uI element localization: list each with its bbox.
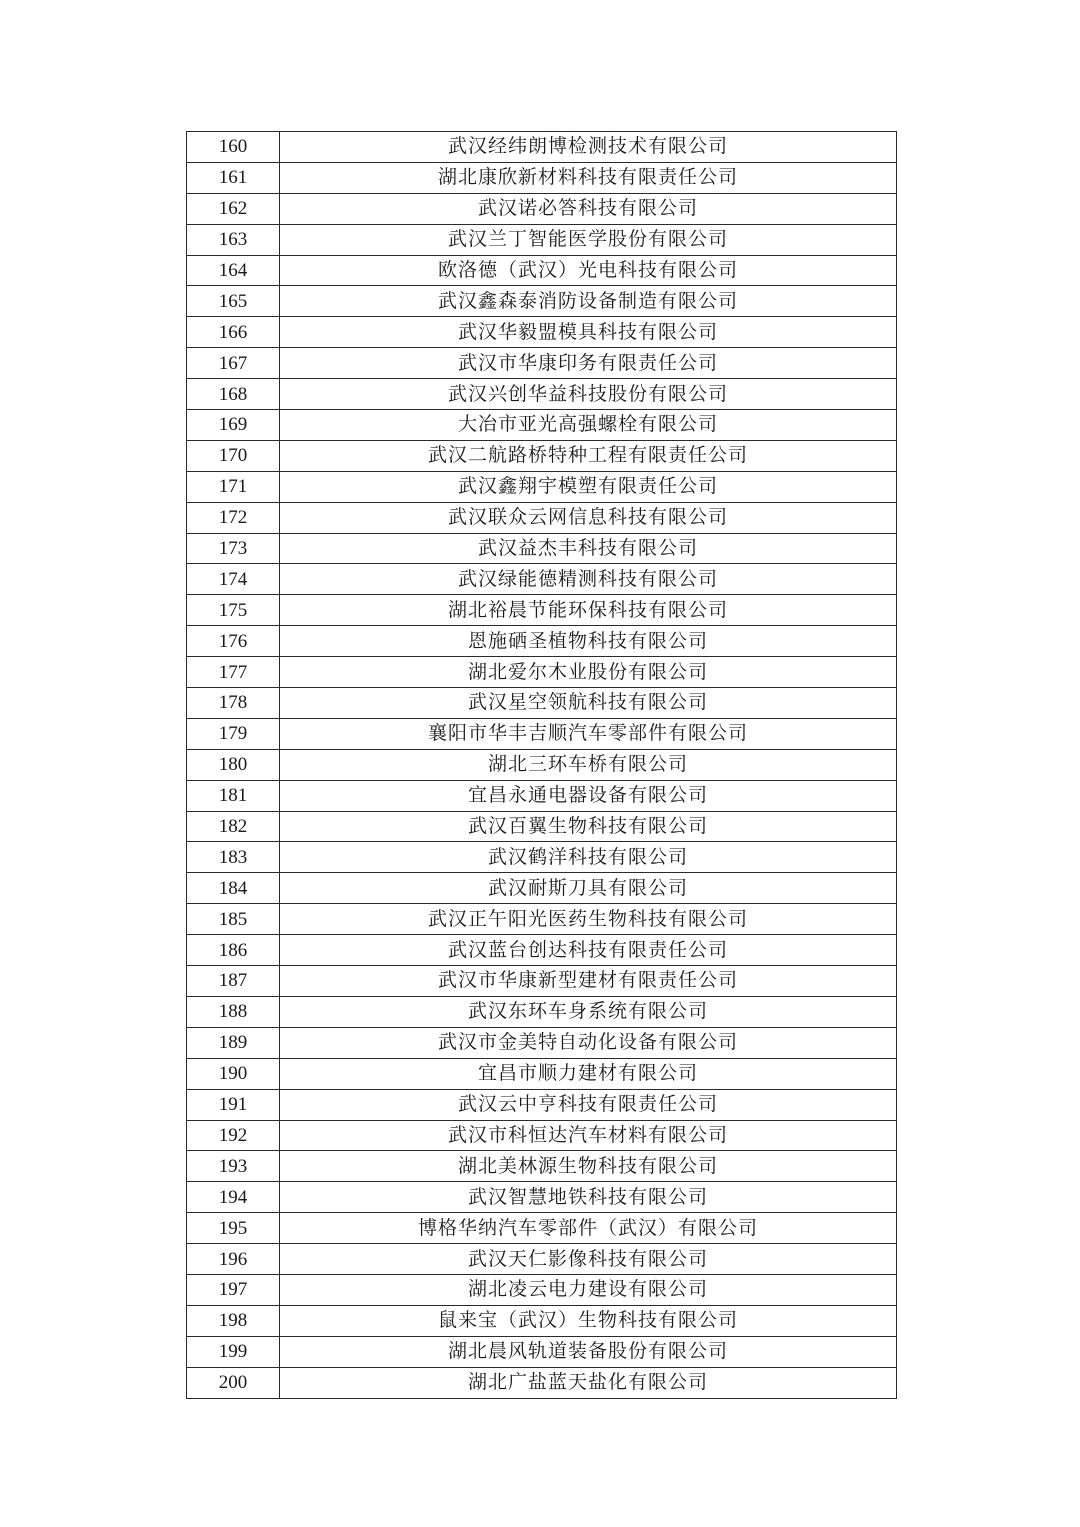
row-number-cell: 181 bbox=[187, 780, 280, 811]
table-row bbox=[187, 564, 897, 595]
row-number-cell: 188 bbox=[187, 996, 280, 1027]
company-name-cell: 武汉兰丁智能医学股份有限公司 bbox=[280, 224, 897, 255]
row-number-cell: 164 bbox=[187, 255, 280, 286]
row-number-cell: 179 bbox=[187, 718, 280, 749]
row-number-cell: 200 bbox=[187, 1367, 280, 1398]
table-row bbox=[187, 595, 897, 626]
table-row bbox=[187, 1305, 897, 1336]
table-body bbox=[187, 132, 897, 1399]
company-name-cell: 恩施硒圣植物科技有限公司 bbox=[280, 626, 897, 657]
row-number-cell: 163 bbox=[187, 224, 280, 255]
table-row bbox=[187, 626, 897, 657]
company-name-cell: 湖北三环车桥有限公司 bbox=[280, 749, 897, 780]
company-name-cell: 武汉联众云网信息科技有限公司 bbox=[280, 502, 897, 533]
table-row bbox=[187, 502, 897, 533]
row-number-cell: 171 bbox=[187, 471, 280, 502]
table-row bbox=[187, 1058, 897, 1089]
table-row bbox=[187, 1182, 897, 1213]
company-name-cell: 武汉天仁影像科技有限公司 bbox=[280, 1244, 897, 1275]
row-number-cell: 198 bbox=[187, 1305, 280, 1336]
table-row bbox=[187, 811, 897, 842]
table-row bbox=[187, 162, 897, 193]
row-number-cell: 195 bbox=[187, 1213, 280, 1244]
table-row bbox=[187, 1336, 897, 1367]
company-name-cell: 宜昌永通电器设备有限公司 bbox=[280, 780, 897, 811]
company-name-cell: 武汉鑫翔宇模塑有限责任公司 bbox=[280, 471, 897, 502]
row-number-cell: 189 bbox=[187, 1027, 280, 1058]
table-row bbox=[187, 1151, 897, 1182]
company-name-cell: 武汉星空领航科技有限公司 bbox=[280, 688, 897, 719]
company-name-cell: 武汉鑫森泰消防设备制造有限公司 bbox=[280, 286, 897, 317]
company-name-cell: 湖北康欣新材料科技有限责任公司 bbox=[280, 162, 897, 193]
row-number-cell: 191 bbox=[187, 1089, 280, 1120]
table-row bbox=[187, 224, 897, 255]
row-number-cell: 186 bbox=[187, 935, 280, 966]
company-name-cell: 武汉华毅盟模具科技有限公司 bbox=[280, 317, 897, 348]
company-name-cell: 武汉绿能德精测科技有限公司 bbox=[280, 564, 897, 595]
row-number-cell: 177 bbox=[187, 657, 280, 688]
row-number-cell: 197 bbox=[187, 1274, 280, 1305]
row-number-cell: 194 bbox=[187, 1182, 280, 1213]
table-row bbox=[187, 688, 897, 719]
company-name-cell: 武汉二航路桥特种工程有限责任公司 bbox=[280, 440, 897, 471]
row-number-cell: 178 bbox=[187, 688, 280, 719]
table-row bbox=[187, 348, 897, 379]
company-name-cell: 大冶市亚光高强螺栓有限公司 bbox=[280, 410, 897, 441]
table-row bbox=[187, 996, 897, 1027]
row-number-cell: 184 bbox=[187, 873, 280, 904]
row-number-cell: 183 bbox=[187, 842, 280, 873]
company-name-cell: 湖北裕晨节能环保科技有限公司 bbox=[280, 595, 897, 626]
row-number-cell: 180 bbox=[187, 749, 280, 780]
company-name-cell: 武汉经纬朗博检测技术有限公司 bbox=[280, 132, 897, 163]
company-name-cell: 湖北爱尔木业股份有限公司 bbox=[280, 657, 897, 688]
table-row bbox=[187, 1089, 897, 1120]
row-number-cell: 192 bbox=[187, 1120, 280, 1151]
company-name-cell: 武汉市金美特自动化设备有限公司 bbox=[280, 1027, 897, 1058]
company-name-cell: 武汉市科恒达汽车材料有限公司 bbox=[280, 1120, 897, 1151]
company-name-cell: 武汉兴创华益科技股份有限公司 bbox=[280, 379, 897, 410]
table-row bbox=[187, 1274, 897, 1305]
company-list-table bbox=[186, 131, 897, 1399]
row-number-cell: 187 bbox=[187, 966, 280, 997]
row-number-cell: 165 bbox=[187, 286, 280, 317]
row-number-cell: 170 bbox=[187, 440, 280, 471]
company-name-cell: 襄阳市华丰吉顺汽车零部件有限公司 bbox=[280, 718, 897, 749]
row-number-cell: 175 bbox=[187, 595, 280, 626]
company-name-cell: 湖北美林源生物科技有限公司 bbox=[280, 1151, 897, 1182]
company-name-cell: 武汉鹤洋科技有限公司 bbox=[280, 842, 897, 873]
company-name-cell: 武汉云中亨科技有限责任公司 bbox=[280, 1089, 897, 1120]
row-number-cell: 199 bbox=[187, 1336, 280, 1367]
table-row bbox=[187, 379, 897, 410]
company-name-cell: 武汉正午阳光医药生物科技有限公司 bbox=[280, 904, 897, 935]
company-name-cell: 武汉市华康新型建材有限责任公司 bbox=[280, 966, 897, 997]
row-number-cell: 176 bbox=[187, 626, 280, 657]
table-row bbox=[187, 718, 897, 749]
company-name-cell: 博格华纳汽车零部件（武汉）有限公司 bbox=[280, 1213, 897, 1244]
table-row bbox=[187, 440, 897, 471]
row-number-cell: 190 bbox=[187, 1058, 280, 1089]
row-number-cell: 173 bbox=[187, 533, 280, 564]
row-number-cell: 172 bbox=[187, 502, 280, 533]
table-row bbox=[187, 842, 897, 873]
row-number-cell: 182 bbox=[187, 811, 280, 842]
table-row bbox=[187, 904, 897, 935]
company-name-cell: 武汉益杰丰科技有限公司 bbox=[280, 533, 897, 564]
table-row bbox=[187, 471, 897, 502]
table-row bbox=[187, 935, 897, 966]
table-row bbox=[187, 1027, 897, 1058]
company-name-cell: 武汉诺必答科技有限公司 bbox=[280, 193, 897, 224]
company-name-cell: 武汉东环车身系统有限公司 bbox=[280, 996, 897, 1027]
row-number-cell: 166 bbox=[187, 317, 280, 348]
table-row bbox=[187, 533, 897, 564]
table-row bbox=[187, 410, 897, 441]
row-number-cell: 185 bbox=[187, 904, 280, 935]
row-number-cell: 160 bbox=[187, 132, 280, 163]
company-name-cell: 湖北广盐蓝天盐化有限公司 bbox=[280, 1367, 897, 1398]
row-number-cell: 168 bbox=[187, 379, 280, 410]
row-number-cell: 167 bbox=[187, 348, 280, 379]
row-number-cell: 193 bbox=[187, 1151, 280, 1182]
row-number-cell: 169 bbox=[187, 410, 280, 441]
row-number-cell: 196 bbox=[187, 1244, 280, 1275]
table-row bbox=[187, 132, 897, 163]
table-row bbox=[187, 317, 897, 348]
table-row bbox=[187, 1120, 897, 1151]
table-row bbox=[187, 1213, 897, 1244]
table-row bbox=[187, 780, 897, 811]
row-number-cell: 161 bbox=[187, 162, 280, 193]
company-name-cell: 武汉百翼生物科技有限公司 bbox=[280, 811, 897, 842]
company-name-cell: 湖北晨风轨道装备股份有限公司 bbox=[280, 1336, 897, 1367]
table-row bbox=[187, 657, 897, 688]
company-name-cell: 鼠来宝（武汉）生物科技有限公司 bbox=[280, 1305, 897, 1336]
table-row bbox=[187, 255, 897, 286]
table-row bbox=[187, 966, 897, 997]
table-row bbox=[187, 1244, 897, 1275]
company-name-cell: 武汉市华康印务有限责任公司 bbox=[280, 348, 897, 379]
table-row bbox=[187, 193, 897, 224]
company-name-cell: 欧洛德（武汉）光电科技有限公司 bbox=[280, 255, 897, 286]
table-row bbox=[187, 286, 897, 317]
company-name-cell: 宜昌市顺力建材有限公司 bbox=[280, 1058, 897, 1089]
company-name-cell: 武汉智慧地铁科技有限公司 bbox=[280, 1182, 897, 1213]
table-row bbox=[187, 873, 897, 904]
table-row bbox=[187, 1367, 897, 1398]
company-name-cell: 武汉蓝台创达科技有限责任公司 bbox=[280, 935, 897, 966]
table-row bbox=[187, 749, 897, 780]
company-name-cell: 武汉耐斯刀具有限公司 bbox=[280, 873, 897, 904]
row-number-cell: 162 bbox=[187, 193, 280, 224]
company-name-cell: 湖北凌云电力建设有限公司 bbox=[280, 1274, 897, 1305]
row-number-cell: 174 bbox=[187, 564, 280, 595]
